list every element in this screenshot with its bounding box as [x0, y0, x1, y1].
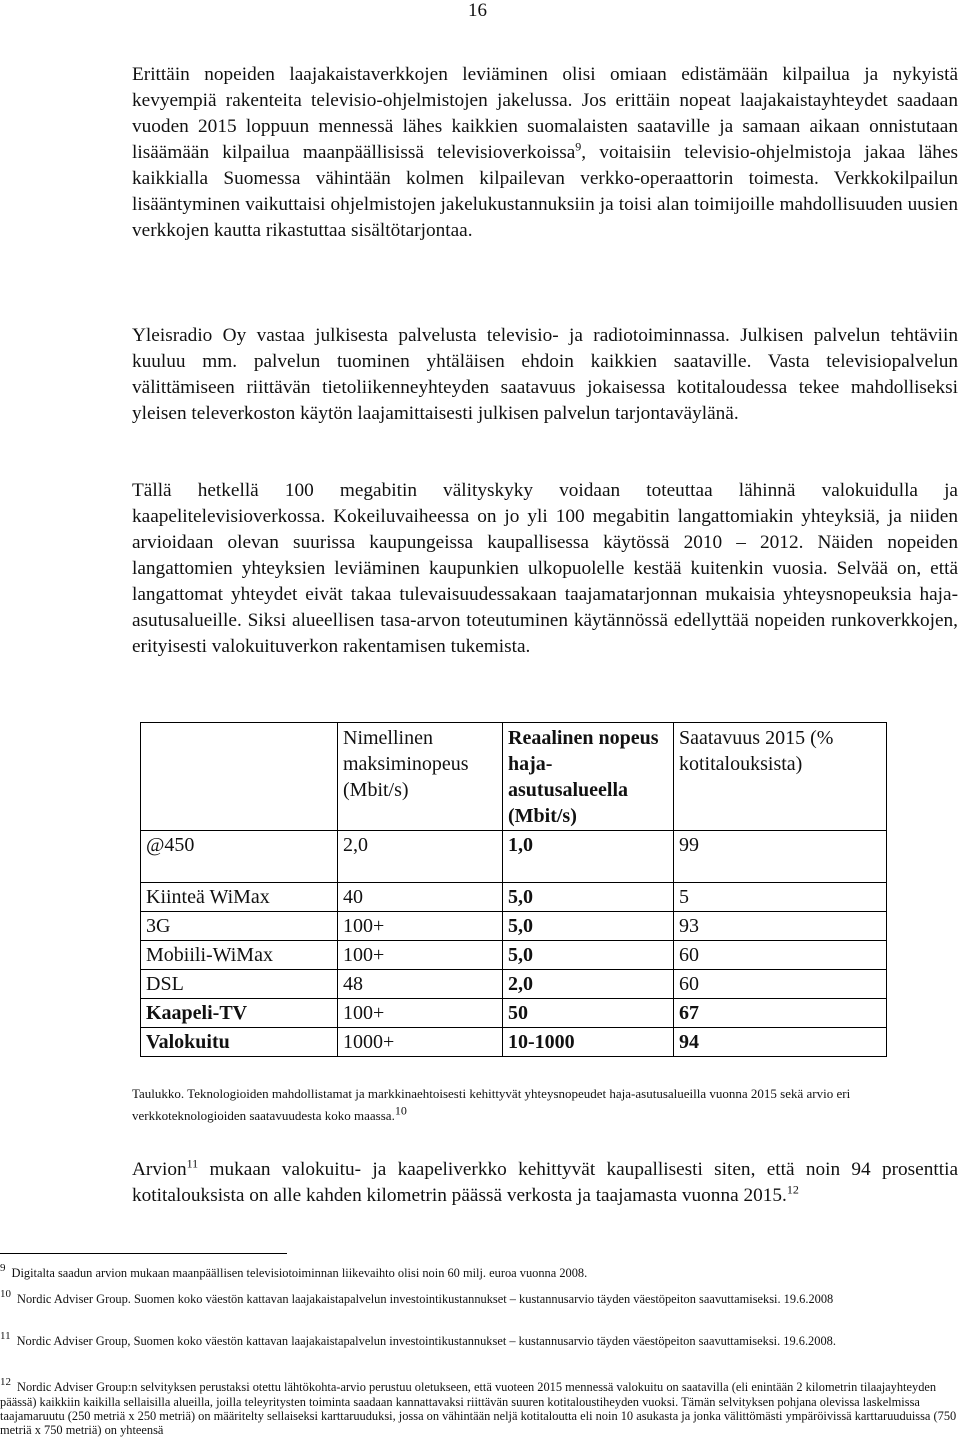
table-cell: 60 [674, 970, 887, 999]
footnote-text: Nordic Adviser Group, Suomen koko väestön kattavan laajakaistapalvelun investointikustannukset – kustannusarvio täyden väestöpeiton saavuttamiseksi. 19.6.2008. [16, 1334, 836, 1348]
table-caption [132, 1083, 958, 1127]
table-row [141, 941, 887, 970]
footnote-number: 10 [0, 1288, 11, 1300]
footnote-text: Nordic Adviser Group. Suomen koko väestön kattavan laajakaistapalvelun investointikustannukset – kustannusarvio täyden väestöpeiton saavuttamiseksi. 19.6.2008 [17, 1292, 834, 1306]
table-cell: 10-1000 [503, 1028, 674, 1057]
table-row [141, 831, 887, 883]
table-cell: Mobiili-WiMax [141, 941, 338, 970]
table-cell: 5 [674, 883, 887, 912]
footnote-9 [0, 1262, 958, 1281]
footnote-10 [0, 1288, 958, 1307]
footnote-number: 9 [0, 1262, 6, 1274]
table-header-row [141, 723, 887, 831]
table-cell: 40 [338, 883, 503, 912]
table-row [141, 912, 887, 941]
table-cell: 93 [674, 912, 887, 941]
table-cell: 5,0 [503, 912, 674, 941]
table-cell: 94 [674, 1028, 887, 1057]
paragraph-arvion [132, 1157, 958, 1209]
table-row [141, 999, 887, 1028]
table-cell: 100+ [338, 941, 503, 970]
paragraph-yleisradio: Yleisradio Oy vastaa julkisesta palvelusta televisio- ja radiotoiminnassa. Julkisen palvelun tehtäviin kuuluu mm. palvelun tuominen yhtäläisen ehdoin kaikkien saataville. Vasta televisiopalvelun välittämiseen riittävän tietoliikenneyhteyden saatavuus jokaisessa kotitaloudessa tekee mahdolliseksi yleisen televerkoston käytön laajamittaisesti julkisen palvelun tarjontaväylänä. [132, 325, 958, 424]
paragraph-text: Erittäin nopeiden laajakaistaverkkojen leviäminen olisi omiaan edistämään kilpailua ja nykyistä kevyempiä rakenteita televisio-ohjelmistojen jakelussa. Jos erittäin nopeat laajakaistayhteydet saadaan vuoden 2015 loppuun mennessä lähes kaikkien suomalaisten saataville ja samaan aikaan onnistutaan lisäämään kilpailua maanpäällisissä televisioverkoissa [132, 64, 958, 163]
footnote-number: 12 [0, 1376, 11, 1388]
paragraph-text: Arvion [132, 1159, 187, 1180]
table-cell: Kiinteä WiMax [141, 883, 338, 912]
speed-availability-table [140, 722, 887, 1057]
table-cell: 67 [674, 999, 887, 1028]
table-cell: 5,0 [503, 941, 674, 970]
table-cell: 50 [503, 999, 674, 1028]
footnote-12 [0, 1376, 958, 1437]
paragraph-megabit-capacity: Tällä hetkellä 100 megabitin välityskyky voidaan toteuttaa lähinnä valokuidulla ja kaapelitelevisioverkossa. Kokeiluvaiheessa on jo yli 100 megabitin langattomiakin yhteyksiä, ja niiden arvioidaan olevan suurissa kaupungeissa kaupallisessa käytössä 2010 – 2012. Näiden nopeiden langattomien yhteyksien leviäminen kaupunkien ulkopuolelle kestää kuitenkin vuosia. Selvää on, että langattomat yhteydet eivät takaa tulevaisuudessakaan taajamatarjonnan mukaisia yhteysnopeuksia haja-asutusalueille. Siksi alueellisen tasa-arvon toteutuminen käytännössä edellyttää nopeiden runkoverkkojen, erityisesti valokuituverkon rakentamisen tukemista. [132, 480, 958, 657]
footnote-text: Nordic Adviser Group:n selvityksen perustaksi otettu lähtökohta-arvio perustuu oletukseen, että vuoteen 2015 mennessä valokuitu on saatavilla (eli enintään 2 kilometrin tilaajayhteyden päässä) kaikkiin kaikilla sellaisilla alueilla, joilla teleyritysten toiminta saadaan kannattavaksi riittävän suuren kotitaloustiheyden vuoksi. Tämän selvityksen pohjana olevissa laskelmissa taajamaruutu (250 metriä x 250 metriä) on määritelty sellaiseksi karttaruuduksi, jossa on vähintään neljä kotitaloutta eli noin 10 asukasta ja jonka välittömästi ympäröivissä karttaruuduissa (750 metriä x 750 metriä) on yhteensä [0, 1380, 957, 1437]
paragraph-text: , voitaisiin televisio-ohjelmistoja jakaa lähes kaikkialla Suomessa vähintään kolmen kilpailevan verkko-operaattorin toimesta. Verkkokilpailun lisääntyminen vaikuttaisi ohjelmistojen jakelukustannuksiin ja toisi alan toimijoille mahdollisuuden uusien verkkojen kautta rikastuttaa sisältötarjontaa. [132, 142, 959, 241]
footnote-number: 11 [0, 1330, 11, 1342]
table-row [141, 970, 887, 999]
table-header-cell: Saatavuus 2015 (% kotitalouksista) [674, 723, 887, 831]
table-cell: 100+ [338, 999, 503, 1028]
table-cell: 100+ [338, 912, 503, 941]
footnote-text: Digitalta saadun arvion mukaan maanpäällisen televisiotoiminnan liikevaihto olisi noin 60 milj. euroa vuonna 2008. [11, 1266, 588, 1280]
table-cell: Valokuitu [141, 1028, 338, 1057]
table-cell: 2,0 [338, 831, 503, 883]
table-header-cell [141, 723, 338, 831]
footnote-ref[interactable]: 11 [186, 1156, 199, 1171]
paragraph-broadband-competition [132, 62, 958, 244]
table-cell: 99 [674, 831, 887, 883]
caption-text: Taulukko. Teknologioiden mahdollistamat ja markkinaehtoisesti kehittyvät yhteysnopeudet haja-asutusalueilla vuonna 2015 sekä arvio eri verkkoteknologioiden saatavuudesta koko maassa. [132, 1086, 851, 1123]
footnote-divider [0, 1253, 287, 1254]
table-cell: 48 [338, 970, 503, 999]
table-cell: 5,0 [503, 883, 674, 912]
table-cell: 1000+ [338, 1028, 503, 1057]
table-cell: Kaapeli-TV [141, 999, 338, 1028]
table-header-cell: Reaalinen nopeus haja-asutusalueella (Mbit/s) [503, 723, 674, 831]
footnote-ref[interactable]: 12 [786, 1182, 799, 1197]
footnote-ref[interactable]: 10 [394, 1103, 407, 1118]
table-cell: 1,0 [503, 831, 674, 883]
table-row [141, 883, 887, 912]
table-cell: 60 [674, 941, 887, 970]
table-row [141, 1028, 887, 1057]
footnote-ref[interactable]: 9 [575, 139, 582, 154]
page-number: 16 [468, 0, 487, 21]
table-cell: DSL [141, 970, 338, 999]
footnote-11 [0, 1330, 958, 1349]
table-cell: @450 [141, 831, 338, 883]
paragraph-text: mukaan valokuitu- ja kaapeliverkko kehittyvät kaupallisesti siten, että noin 94 prosenttia kotitalouksista on alle kahden kilometrin päässä verkosta ja taajamasta vuonna 2015. [132, 1159, 958, 1206]
table-cell: 2,0 [503, 970, 674, 999]
table-cell: 3G [141, 912, 338, 941]
table-header-cell: Nimellinen maksiminopeus (Mbit/s) [338, 723, 503, 831]
